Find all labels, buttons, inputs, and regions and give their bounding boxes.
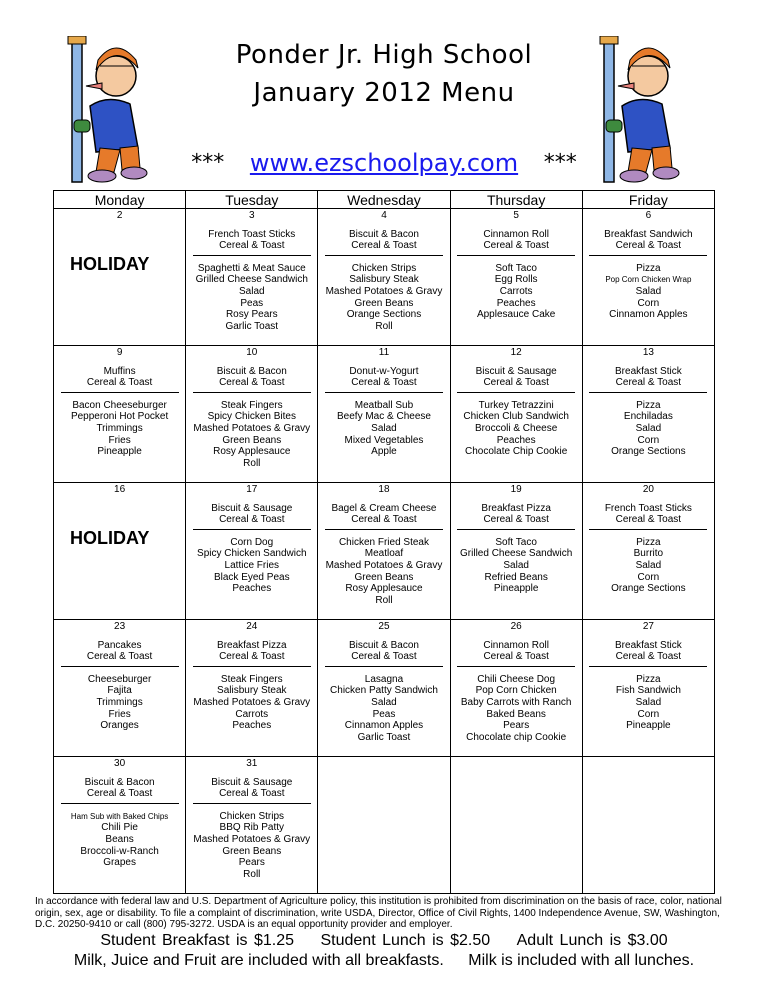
breakfast-item: Cinnamon Roll (483, 228, 549, 240)
lunch-item: Meatball Sub (354, 399, 414, 411)
day-number: 13 (642, 347, 654, 358)
day-number: 2 (116, 210, 123, 221)
breakfast-item: Biscuit & Sausage (475, 365, 557, 377)
lunch-items (583, 674, 714, 732)
meal-divider (589, 392, 707, 393)
breakfast-item: Breakfast Stick (615, 365, 682, 377)
lunch-item: Chocolate Chip Cookie (465, 446, 568, 458)
lunch-item: Grapes (103, 857, 136, 869)
lunch-item: Mashed Potatoes & Gravy (193, 696, 311, 708)
lunch-item: Lasagna (364, 673, 404, 685)
lunch-item: Trimmings (96, 696, 143, 708)
breakfast-item: Muffins (103, 365, 136, 377)
day-number: 6 (645, 210, 652, 221)
day-cell (450, 209, 582, 346)
breakfast-item: Cinnamon Roll (483, 639, 549, 651)
lunch-item: Salad (635, 696, 662, 708)
breakfast-items (54, 366, 185, 389)
lunch-item: Fajita (107, 685, 132, 697)
breakfast-items (583, 229, 714, 252)
breakfast-items (186, 640, 317, 663)
lunch-item: Steak Fingers (220, 399, 283, 411)
lunch-item: Enchiladas (623, 411, 673, 423)
lunch-item: Refried Beans (484, 571, 548, 583)
lunch-item: Orange Sections (611, 446, 686, 458)
day-cell (54, 483, 186, 620)
breakfast-item: Cereal & Toast (219, 377, 285, 389)
breakfast-item: Breakfast Pizza (481, 502, 551, 514)
breakfast-item: Cereal & Toast (615, 240, 682, 252)
cold-kid-clip-art-right (592, 36, 682, 186)
meal-divider (457, 392, 575, 393)
day-cell (318, 483, 450, 620)
lunch-item: Pineapple (493, 583, 539, 595)
meal-divider (589, 529, 707, 530)
weekday-header: Friday (582, 191, 714, 209)
lunch-item: Roll (243, 457, 261, 469)
lunch-items (186, 537, 317, 595)
lunch-item: Apple (371, 446, 397, 458)
lunch-item: Lattice Fries (224, 559, 280, 571)
breakfast-item: Breakfast Pizza (217, 639, 287, 651)
breakfast-items (186, 503, 317, 526)
lunch-item: Chicken Patty Sandwich (330, 685, 438, 697)
breakfast-items (583, 503, 714, 526)
lunch-items (583, 400, 714, 458)
day-number: 9 (116, 347, 123, 358)
weekday-header: Wednesday (318, 191, 450, 209)
day-cell (450, 757, 582, 894)
lunch-item: Pears (503, 720, 530, 732)
weekday-header: Thursday (450, 191, 582, 209)
day-number: 19 (510, 484, 522, 495)
lunch-item: Chili Cheese Dog (477, 673, 556, 685)
lunch-item: Spicy Chicken Bites (207, 411, 296, 423)
lunch-item: Fish Sandwich (615, 685, 681, 697)
day-number: 11 (378, 347, 390, 358)
meal-divider (193, 529, 311, 530)
breakfast-item: Donut-w-Yogurt (349, 365, 419, 377)
lunch-item: Black Eyed Peas (213, 571, 290, 583)
lunch-item: Corn Dog (230, 536, 274, 548)
lunch-item: Rosy Applesauce (345, 583, 423, 595)
breakfast-item: French Toast Sticks (604, 502, 692, 514)
lunch-item: Broccoli & Cheese (475, 422, 558, 434)
breakfast-items (451, 229, 582, 252)
breakfast-item: Cereal & Toast (483, 377, 549, 389)
breakfast-item: Biscuit & Bacon (348, 228, 419, 240)
breakfast-item: Bagel & Cream Cheese (331, 502, 437, 514)
lunch-item: Rosy Applesauce (213, 446, 291, 458)
lunch-item: Egg Rolls (494, 274, 538, 286)
lunch-item: Salad (238, 285, 265, 297)
lunch-item: Peaches (496, 297, 536, 309)
breakfast-item: Cereal & Toast (219, 514, 285, 526)
meal-divider (325, 392, 443, 393)
lunch-item: Green Beans (354, 297, 414, 309)
usda-disclaimer: In accordance with federal law and U.S. Department of Agriculture policy, this institution is prohibited from discrimination on the basis of race, color, national origin, sex, age or disability. To file a complaint of discrimination, write USDA, Director, Office of Civil Rights, 1400 Independence Avenue, SW, Washington, D.C. 20250-9410 or call (800) 795-3272. USDA is an equal opportunity provider and employer. (35, 896, 722, 930)
weekday-header: Tuesday (186, 191, 318, 209)
day-cell (186, 346, 318, 483)
breakfast-item: Biscuit & Sausage (211, 502, 293, 514)
breakfast-items (318, 503, 449, 526)
lunch-item: Cinnamon Apples (609, 309, 688, 321)
day-cell (54, 620, 186, 757)
lunch-item: Mashed Potatoes & Gravy (193, 833, 311, 845)
day-cell (450, 483, 582, 620)
lunch-item: Pop Corn Chicken (475, 685, 557, 697)
lunch-item: Pears (238, 857, 265, 869)
lunch-item: Corn (637, 708, 660, 720)
lunch-item: Orange Sections (346, 309, 422, 321)
lunch-item: Pop Corn Chicken Wrap (605, 275, 692, 285)
lunch-item: Mixed Vegetables (344, 434, 424, 446)
breakfast-items (583, 640, 714, 663)
lunch-item: BBQ Rib Patty (219, 822, 285, 834)
lunch-item: Bacon Cheeseburger (72, 399, 167, 411)
meal-divider (589, 255, 707, 256)
lunch-item: Carrots (499, 285, 533, 297)
day-cell (450, 346, 582, 483)
breakfast-item: Cereal & Toast (219, 240, 285, 252)
lunch-item: Corn (637, 434, 660, 446)
lunch-items (318, 537, 449, 607)
breakfast-items (318, 229, 449, 252)
lunch-items (451, 263, 582, 321)
breakfast-item: Biscuit & Bacon (216, 365, 287, 377)
day-number: 12 (510, 347, 522, 358)
meal-divider (193, 803, 311, 804)
lunch-item: Corn (637, 571, 660, 583)
breakfast-item: Biscuit & Bacon (84, 776, 155, 788)
breakfast-item: Cereal & Toast (86, 377, 153, 389)
lunch-item: Salisbury Steak (217, 685, 287, 697)
lunch-item: Roll (375, 594, 393, 606)
lunch-item: Pineapple (626, 720, 671, 732)
lunch-item: Grilled Cheese Sandwich (460, 548, 573, 560)
lunch-item: Salad (635, 559, 662, 571)
lunch-item: Chicken Club Sandwich (463, 411, 569, 423)
lunch-items (583, 537, 714, 595)
lunch-item: Roll (375, 320, 393, 332)
day-number: 26 (510, 621, 522, 632)
breakfast-item: Cereal & Toast (351, 651, 417, 663)
day-cell (186, 620, 318, 757)
lunch-item: Spicy Chicken Sandwich (197, 548, 307, 560)
lunch-items (54, 811, 185, 869)
breakfast-item: Cereal & Toast (615, 377, 682, 389)
lunch-items (318, 263, 449, 333)
lunch-item: Green Beans (354, 571, 414, 583)
breakfast-item: Cereal & Toast (219, 788, 285, 800)
student-lunch-price: Student Lunch is $2.50 (320, 932, 491, 949)
lunch-item: Roll (243, 868, 261, 880)
lunch-item: Chicken Strips (351, 262, 417, 274)
breakfast-included-note: Milk, Juice and Fruit are included with all breakfasts. (73, 952, 444, 969)
holiday-label: HOLIDAY (70, 527, 150, 548)
lunch-item: Peas (240, 297, 264, 309)
breakfast-item: Cereal & Toast (483, 514, 549, 526)
breakfast-items (186, 366, 317, 389)
day-number: 30 (114, 758, 126, 769)
meal-divider (589, 666, 707, 667)
day-number: 10 (246, 347, 258, 358)
day-cell (54, 757, 186, 894)
lunch-items (451, 400, 582, 458)
week-row (54, 209, 715, 346)
school-title: Ponder Jr. High School (235, 40, 533, 70)
breakfast-items (451, 366, 582, 389)
lunch-item: Salad (371, 696, 397, 708)
breakfast-items (186, 229, 317, 252)
week-row (54, 757, 715, 894)
day-cell (582, 483, 714, 620)
day-cell (582, 346, 714, 483)
holiday-label: HOLIDAY (70, 253, 150, 274)
lunch-item: Beefy Mac & Cheese (337, 411, 431, 423)
lunch-item: Meatloaf (364, 548, 404, 560)
day-number: 16 (114, 484, 126, 495)
week-row (54, 346, 715, 483)
meal-divider (457, 666, 575, 667)
lunch-item: Peas (372, 708, 396, 720)
lunch-item: Soft Taco (495, 536, 537, 548)
day-cell (450, 620, 582, 757)
day-number: 20 (642, 484, 654, 495)
lunch-item: Mashed Potatoes & Gravy (325, 559, 443, 571)
day-cell (582, 209, 714, 346)
weekday-header: Monday (54, 191, 186, 209)
lunch-item: Peaches (496, 434, 536, 446)
meal-divider (457, 529, 575, 530)
meal-divider (193, 392, 311, 393)
lunch-item: Peaches (232, 720, 272, 732)
breakfast-item: Cereal & Toast (351, 514, 417, 526)
lunch-item: Soft Taco (495, 262, 537, 274)
breakfast-item: Cereal & Toast (615, 514, 682, 526)
lunch-items (54, 400, 185, 458)
menu-weeks (54, 209, 715, 894)
lunch-item: Rosy Pears (225, 309, 278, 321)
meal-divider (193, 255, 311, 256)
lunch-items (186, 400, 317, 470)
price-line (0, 932, 768, 950)
lunch-items (451, 674, 582, 744)
meal-divider (61, 392, 179, 393)
breakfast-items (54, 640, 185, 663)
breakfast-items (451, 503, 582, 526)
day-cell (54, 209, 186, 346)
lunch-item: Garlic Toast (225, 320, 279, 332)
lunch-item: Baby Carrots with Ranch (460, 696, 572, 708)
lunch-items (318, 400, 449, 458)
breakfast-item: Biscuit & Bacon (348, 639, 419, 651)
day-number: 4 (381, 210, 387, 221)
breakfast-item: Cereal & Toast (483, 651, 549, 663)
day-number: 18 (378, 484, 390, 495)
lunch-item: Carrots (235, 708, 269, 720)
lunch-item: Salad (503, 559, 529, 571)
day-number: 17 (246, 484, 258, 495)
lunch-item: Peaches (232, 583, 272, 595)
breakfast-item: Cereal & Toast (351, 240, 417, 252)
meal-divider (325, 666, 443, 667)
lunch-item: Pizza (636, 399, 661, 411)
student-breakfast-price: Student Breakfast is $1.25 (100, 932, 295, 949)
day-cell (186, 483, 318, 620)
menu-month-title: January 2012 Menu (253, 78, 515, 108)
included-line (0, 952, 768, 970)
lunch-item: Green Beans (222, 434, 282, 446)
day-cell (318, 757, 450, 894)
lunch-item: Corn (637, 297, 660, 309)
lunch-item: Baked Beans (486, 708, 546, 720)
stars-right: *** (543, 150, 577, 176)
lunch-item: Burrito (633, 548, 664, 560)
day-cell (582, 757, 714, 894)
breakfast-items (451, 640, 582, 663)
lunch-item: Pizza (636, 262, 661, 274)
meal-divider (193, 666, 311, 667)
lunch-item: Chocolate chip Cookie (466, 731, 567, 743)
lunch-items (186, 674, 317, 732)
week-row (54, 620, 715, 757)
lunch-item: Grilled Cheese Sandwich (195, 274, 308, 286)
breakfast-items (318, 640, 449, 663)
lunch-item: Applesauce Cake (476, 309, 556, 321)
breakfast-items (186, 777, 317, 800)
breakfast-item: Cereal & Toast (615, 651, 682, 663)
breakfast-items (318, 366, 449, 389)
breakfast-item: Cereal & Toast (483, 240, 549, 252)
lunch-item: Cinnamon Apples (344, 720, 424, 732)
day-cell (186, 757, 318, 894)
meal-divider (61, 666, 179, 667)
day-number: 23 (114, 621, 126, 632)
day-cell (54, 346, 186, 483)
lunch-item: Salisbury Steak (349, 274, 419, 286)
lunch-items (54, 674, 185, 732)
lunch-item: Pineapple (97, 446, 142, 458)
website-link[interactable]: www.ezschoolpay.com (249, 149, 519, 177)
breakfast-item: Cereal & Toast (219, 651, 285, 663)
lunch-item: Mashed Potatoes & Gravy (325, 285, 443, 297)
lunch-item: Mashed Potatoes & Gravy (193, 422, 311, 434)
lunch-item: Broccoli-w-Ranch (80, 845, 159, 857)
day-cell (186, 209, 318, 346)
breakfast-item: French Toast Sticks (208, 228, 296, 240)
lunch-item: Salad (635, 422, 662, 434)
lunch-items (318, 674, 449, 744)
meal-divider (457, 255, 575, 256)
lunch-item: Steak Fingers (220, 673, 283, 685)
menu-calendar (53, 190, 715, 894)
day-number: 31 (246, 758, 258, 769)
breakfast-item: Cereal & Toast (86, 788, 153, 800)
lunch-item: Beans (105, 833, 134, 845)
day-number: 5 (513, 210, 519, 221)
breakfast-item: Cereal & Toast (86, 651, 153, 663)
lunch-item: Pepperoni Hot Pocket (70, 411, 169, 423)
lunch-item: Oranges (100, 720, 139, 732)
lunch-item: Garlic Toast (357, 731, 411, 743)
lunch-items (186, 811, 317, 881)
meal-divider (325, 255, 443, 256)
lunch-item: Pizza (636, 673, 661, 685)
adult-lunch-price: Adult Lunch is $3.00 (516, 932, 668, 949)
lunch-item: Turkey Tetrazzini (478, 399, 554, 411)
breakfast-item: Pancakes (97, 639, 142, 651)
lunch-item: Spaghetti & Meat Sauce (197, 262, 306, 274)
lunch-item: Cheeseburger (87, 673, 152, 685)
week-row (54, 483, 715, 620)
lunch-item: Orange Sections (611, 583, 686, 595)
lunch-item: Chicken Strips (219, 810, 285, 822)
lunch-item: Green Beans (222, 845, 282, 857)
day-number: 27 (642, 621, 654, 632)
lunch-item: Salad (371, 422, 397, 434)
lunch-items (583, 263, 714, 321)
lunch-item: Chili Pie (101, 822, 138, 834)
menu-header (0, 0, 768, 190)
lunch-included-note: Milk is included with all lunches. (468, 952, 695, 969)
breakfast-item: Breakfast Stick (615, 639, 682, 651)
lunch-item: Chicken Fried Steak (338, 536, 429, 548)
day-number: 3 (249, 210, 255, 221)
lunch-item: Trimmings (96, 422, 143, 434)
day-cell (318, 209, 450, 346)
lunch-items (451, 537, 582, 595)
lunch-item: Fries (108, 434, 131, 446)
meal-divider (325, 529, 443, 530)
lunch-item: Ham Sub with Baked Chips (70, 811, 169, 821)
weekday-header-row (54, 191, 715, 209)
meal-divider (61, 803, 179, 804)
breakfast-item: Cereal & Toast (351, 377, 417, 389)
lunch-item: Salad (635, 285, 662, 297)
breakfast-item: Biscuit & Sausage (211, 776, 293, 788)
lunch-item: Pizza (636, 536, 661, 548)
day-cell (318, 346, 450, 483)
day-number: 25 (378, 621, 390, 632)
lunch-item: Fries (108, 708, 131, 720)
day-cell (582, 620, 714, 757)
stars-left: *** (191, 150, 225, 176)
day-number: 24 (246, 621, 258, 632)
lunch-items (186, 263, 317, 333)
breakfast-items (54, 777, 185, 800)
breakfast-items (583, 366, 714, 389)
breakfast-item: Breakfast Sandwich (604, 228, 693, 240)
day-cell (318, 620, 450, 757)
